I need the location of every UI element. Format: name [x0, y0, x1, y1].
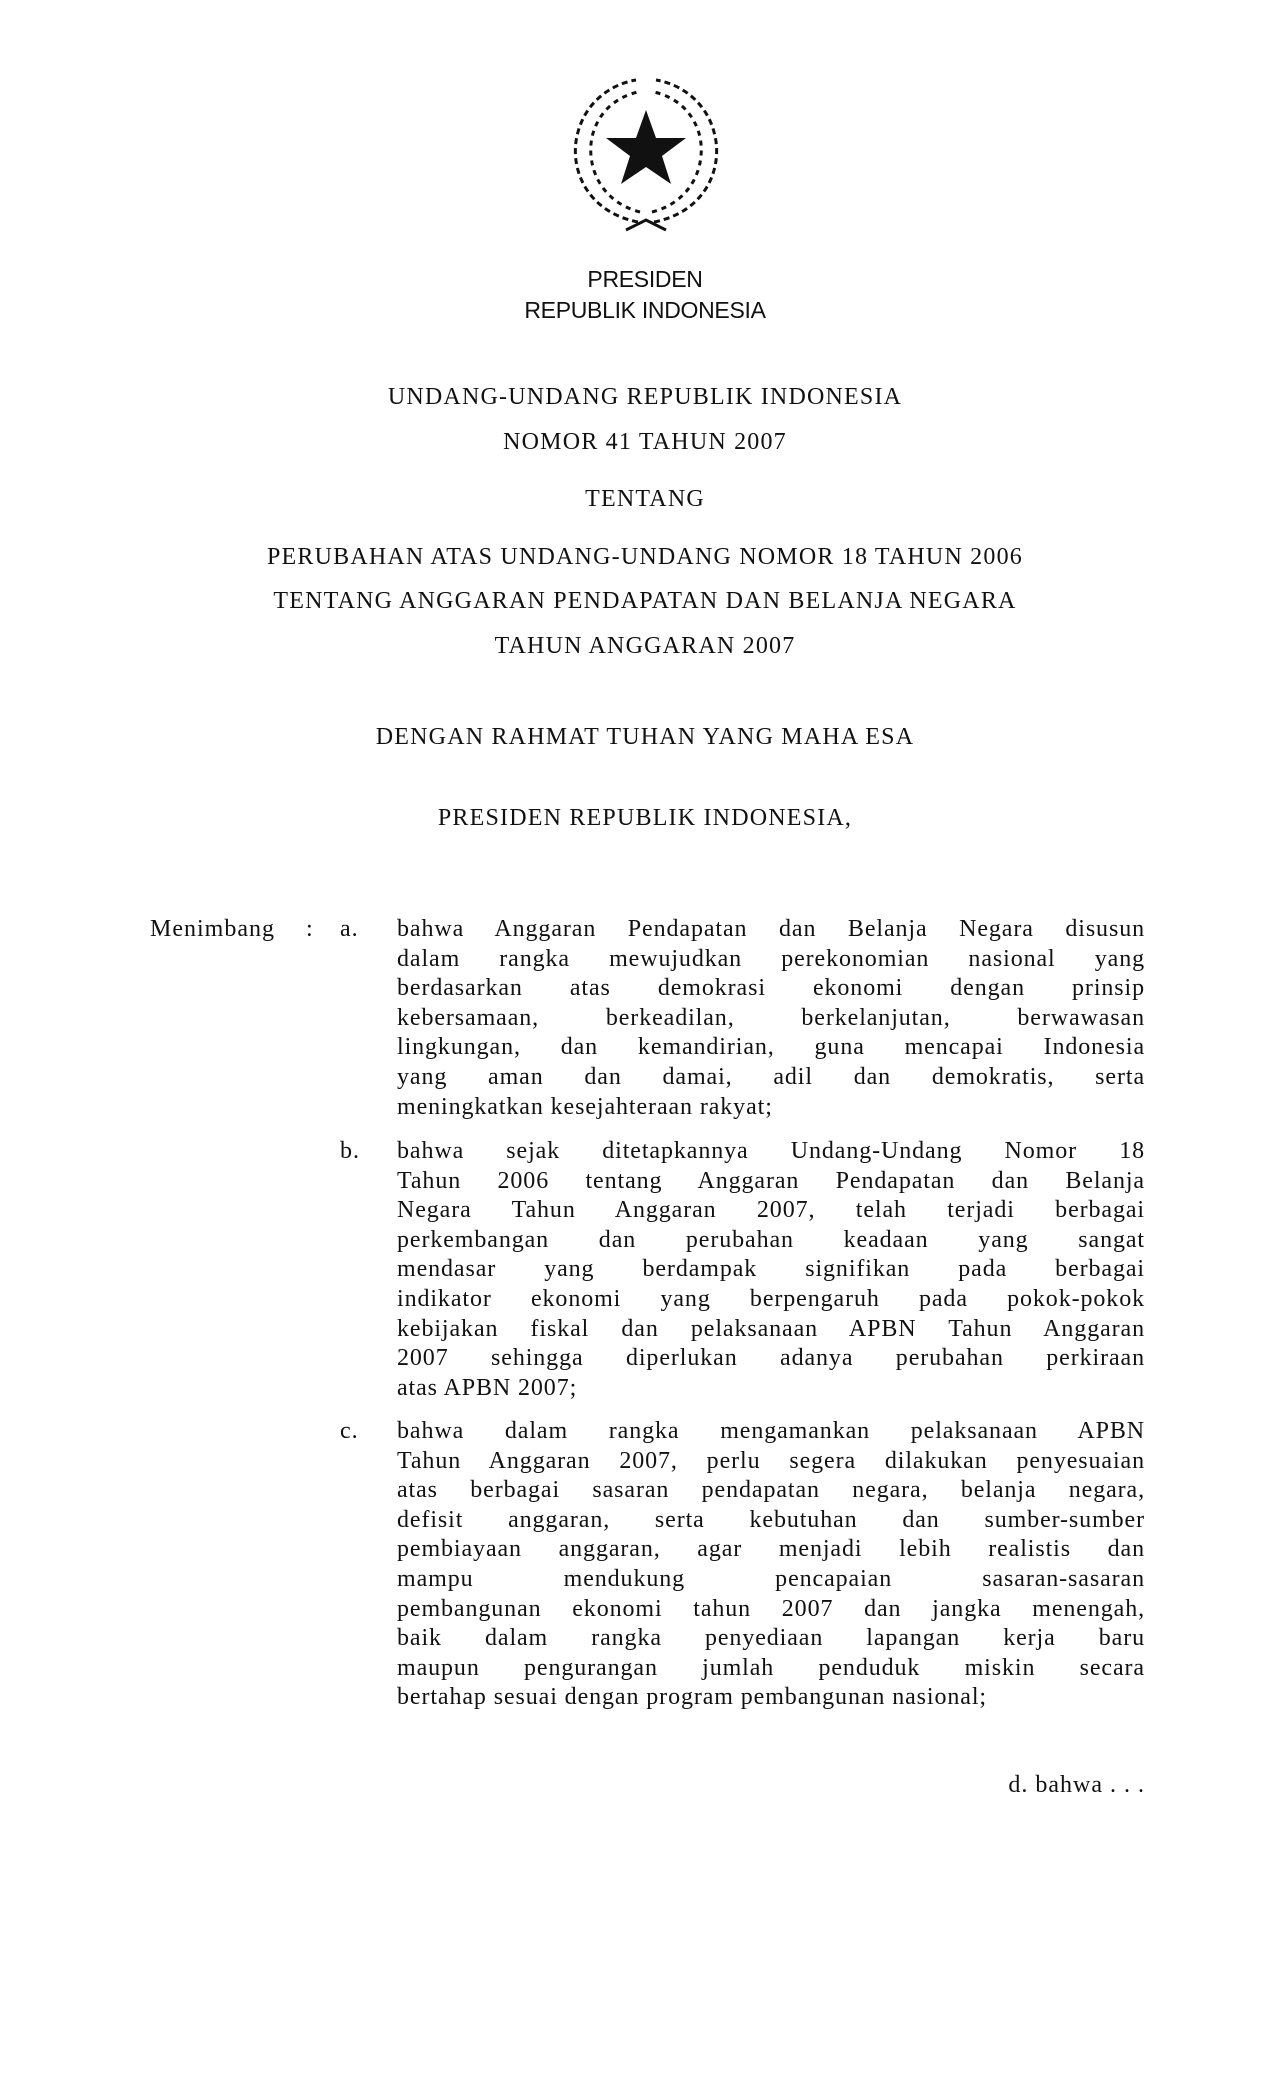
paragraph-line: yang aman dan damai, adil dan demokratis, serta [397, 1063, 1145, 1090]
subject-line: TENTANG ANGGARAN PENDAPATAN DAN BELANJA NEGARA [273, 588, 1017, 614]
paragraph-line: bahwa Anggaran Pendapatan dan Belanja Negara disusun [397, 916, 1145, 942]
paragraph-line: perkembangan dan perubahan keadaan yang sangat [397, 1226, 1145, 1253]
paragraph-line: 2007 sehingga diperlukan adanya perubahan perkiraan [397, 1345, 1145, 1372]
paragraph-line: meningkatkan kesejahteraan rakyat; [397, 1093, 773, 1120]
paragraph-line: bahwa dalam rangka mengamankan pelaksanaan APBN [397, 1418, 1145, 1444]
considering-label: Menimbang [150, 916, 275, 942]
letterhead-republic: REPUBLIK INDONESIA [524, 297, 766, 323]
paragraph-line: baik dalam rangka penyediaan lapangan kerja baru [397, 1625, 1145, 1652]
considering-item-a [397, 915, 1145, 1122]
paragraph-line: maupun pengurangan jumlah penduduk miskin secara [397, 1654, 1145, 1681]
continuation-note: d. bahwa . . . [1008, 1772, 1145, 1798]
item-marker: a. [340, 916, 359, 942]
law-number: NOMOR 41 TAHUN 2007 [503, 429, 787, 455]
paragraph-line: indikator ekonomi yang berpengaruh pada pokok-pokok [397, 1285, 1145, 1312]
paragraph-line: berdasarkan atas demokrasi ekonomi dengan prinsip [397, 975, 1145, 1002]
presidential-seal-emblem [566, 72, 726, 238]
paragraph-line: atas berbagai sasaran pendapatan negara, belanja negara, [397, 1477, 1145, 1504]
considering-item-c [397, 1417, 1145, 1713]
paragraph-line: Tahun Anggaran 2007, perlu segera dilakukan penyesuaian [397, 1447, 1145, 1474]
paragraph-line: kebijakan fiskal dan pelaksanaan APBN Tahun Anggaran [397, 1315, 1145, 1342]
paragraph-line: pembiayaan anggaran, agar menjadi lebih realistis dan [397, 1536, 1145, 1563]
paragraph-line: bahwa sejak ditetapkannya Undang-Undang Nomor 18 [397, 1138, 1145, 1164]
paragraph-line: Negara Tahun Anggaran 2007, telah terjadi berbagai [397, 1197, 1145, 1224]
paragraph-line: bertahap sesuai dengan program pembangunan nasional; [397, 1684, 987, 1711]
subject-line: PERUBAHAN ATAS UNDANG-UNDANG NOMOR 18 TAHUN 2006 [266, 544, 1023, 570]
item-marker: b. [340, 1138, 360, 1164]
president-line: PRESIDEN REPUBLIK INDONESIA, [437, 805, 853, 831]
about-heading: TENTANG [585, 486, 705, 512]
considering-colon: : [306, 916, 314, 942]
paragraph-line: Tahun 2006 tentang Anggaran Pendapatan dan Belanja [397, 1167, 1145, 1194]
blessing-line: DENGAN RAHMAT TUHAN YANG MAHA ESA [375, 724, 915, 750]
paragraph-line: lingkungan, dan kemandirian, guna mencapai Indonesia [397, 1034, 1145, 1061]
item-marker: c. [340, 1418, 359, 1444]
letterhead-president: PRESIDEN [587, 266, 703, 292]
paragraph-line: atas APBN 2007; [397, 1374, 578, 1401]
paragraph-line: pembangunan ekonomi tahun 2007 dan jangka menengah, [397, 1595, 1145, 1622]
paragraph-line: mendasar yang berdampak signifikan pada berbagai [397, 1256, 1145, 1283]
considering-item-b [397, 1137, 1145, 1403]
subject-line: TAHUN ANGGARAN 2007 [494, 633, 796, 659]
paragraph-line: mampu mendukung pencapaian sasaran-sasaran [397, 1565, 1145, 1592]
paragraph-line: dalam rangka mewujudkan perekonomian nasional yang [397, 945, 1145, 972]
paragraph-line: kebersamaan, berkeadilan, berkelanjutan, berwawasan [397, 1004, 1145, 1031]
law-title: UNDANG-UNDANG REPUBLIK INDONESIA [387, 384, 903, 410]
paragraph-line: defisit anggaran, serta kebutuhan dan sumber-sumber [397, 1506, 1145, 1533]
